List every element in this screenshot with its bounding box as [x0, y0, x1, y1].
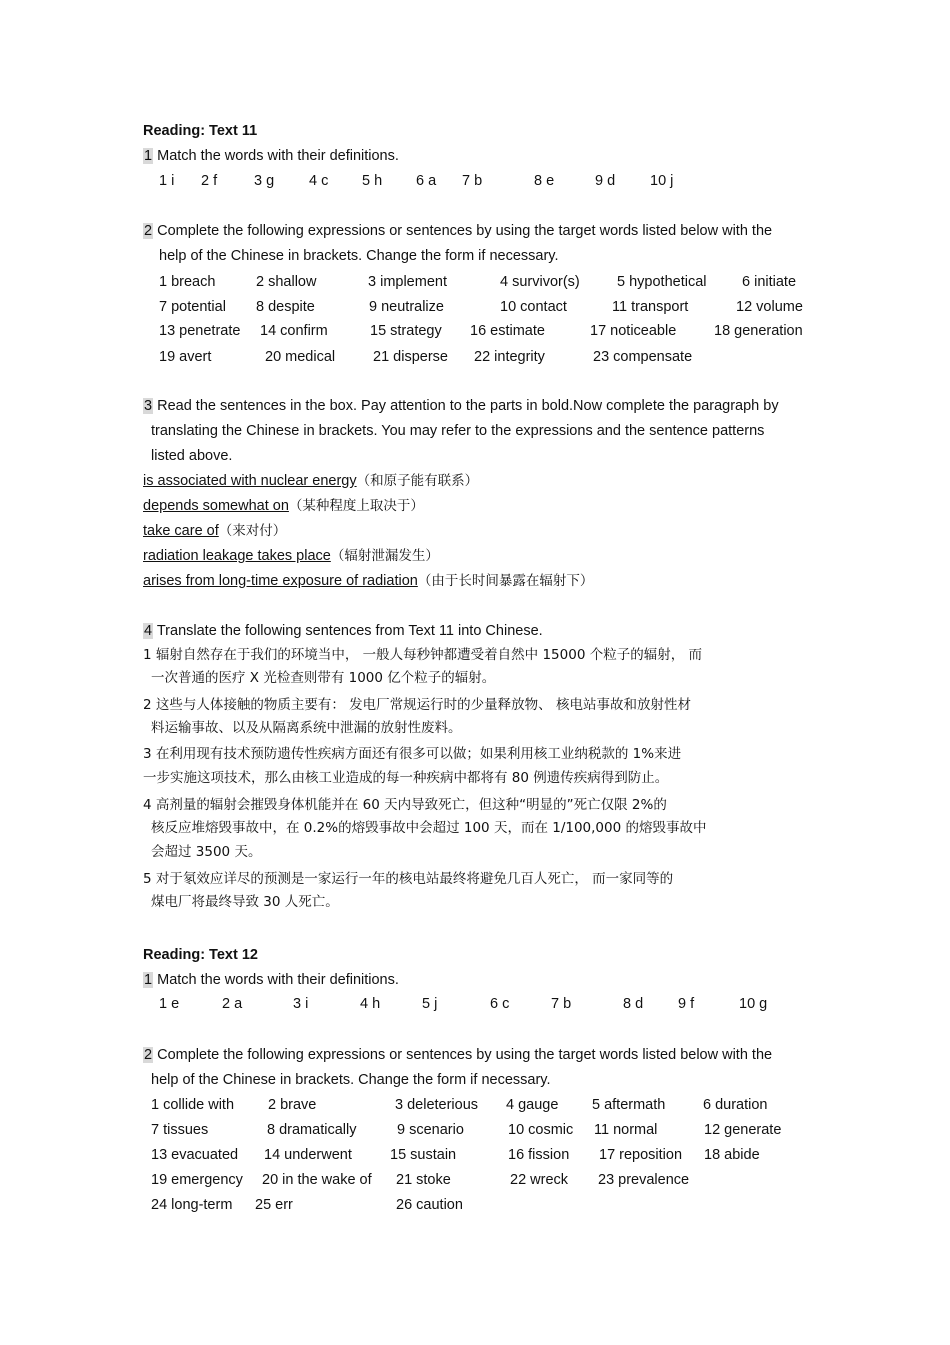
word: 24 long-term	[151, 1197, 233, 1213]
answer: 9 d	[595, 173, 616, 189]
word: 11 normal	[594, 1122, 658, 1138]
word: 1 collide with	[151, 1097, 235, 1113]
word: 18 generation	[714, 323, 803, 339]
word: 9 neutralize	[369, 299, 444, 315]
translation-sentence-2-cont: 料运输事故、以及从隔离系统中泄漏的放射性废料。	[151, 720, 462, 736]
word: 8 dramatically	[267, 1122, 357, 1138]
answer: 6 a	[416, 173, 437, 189]
word: 25 err	[255, 1197, 293, 1213]
word: 17 reposition	[599, 1147, 683, 1163]
t12-ex2-instruction: 2 Complete the following expressions or sentences by using the target words listed below with the	[144, 1047, 773, 1063]
translation-sentence-4-cont: 会超过 3500 天。	[151, 844, 262, 860]
word: 22 wreck	[510, 1172, 569, 1188]
word: 16 fission	[508, 1147, 570, 1163]
word: 10 contact	[500, 299, 567, 315]
t11-ex3-number: 3	[144, 398, 153, 414]
word: 5 aftermath	[592, 1097, 666, 1113]
translation-sentence-4: 4 高剂量的辐射会摧毁身体机能并在 60 天内导致死亡，但这种“明显的”死亡仅限 2%的	[143, 797, 667, 813]
t11-ex1-number: 1	[144, 148, 153, 164]
answer: 6 c	[490, 996, 510, 1012]
word: 10 cosmic	[508, 1122, 574, 1138]
t12-ex1-number: 1	[144, 972, 153, 988]
t11-ex4-number: 4	[144, 623, 153, 639]
word: 12 volume	[736, 299, 803, 315]
word: 20 medical	[265, 349, 336, 365]
translation-sentence-1: 1 辐射自然存在于我们的环境当中， 一般人每秒钟都遭受着自然中 15000 个粒子的辐射， 而	[143, 647, 702, 663]
word: 14 underwent	[264, 1147, 352, 1163]
word: 22 integrity	[474, 349, 545, 365]
answer: 9 f	[678, 996, 695, 1012]
word: 11 transport	[612, 299, 689, 315]
word: 21 disperse	[373, 349, 448, 365]
answer: 4 c	[309, 173, 329, 189]
word: 7 potential	[159, 299, 226, 315]
t11-ex2-instruction: 2 Complete the following expressions or sentences by using the target words listed below with the	[144, 223, 773, 239]
word: 16 estimate	[470, 323, 545, 339]
translation-sentence-3-cont: 一步实施这项技术，那么由核工业造成的每一种疾病中都将有 80 例遗传疾病得到防止。	[143, 770, 669, 786]
answer: 7 b	[462, 173, 483, 189]
t11-ex4-instruction: 4 Translate the following sentences from Text 11 into Chinese.	[144, 623, 543, 639]
word: 2 shallow	[256, 274, 317, 290]
word: 15 strategy	[370, 323, 442, 339]
word: 8 despite	[256, 299, 315, 315]
word: 4 gauge	[506, 1097, 559, 1113]
answer: 5 h	[362, 173, 383, 189]
section-title-text11: Reading: Text 11	[143, 123, 258, 139]
word: 18 abide	[704, 1147, 760, 1163]
word: 20 in the wake of	[262, 1172, 372, 1188]
word: 19 emergency	[151, 1172, 243, 1188]
answer: 2 a	[222, 996, 243, 1012]
expression-item: take care of（来对付）	[143, 523, 287, 539]
answer: 2 f	[201, 173, 218, 189]
t12-ex2-number: 2	[144, 1047, 153, 1063]
answer: 10 g	[739, 996, 768, 1012]
answer: 8 d	[623, 996, 644, 1012]
t11-ex3-instruction-cont: translating the Chinese in brackets. You may refer to the expressions and the sentence patterns	[151, 423, 765, 439]
word: 6 initiate	[742, 274, 797, 290]
t11-ex1-instruction: 1 Match the words with their definitions.	[144, 148, 399, 164]
word: 13 penetrate	[159, 323, 241, 339]
answer: 8 e	[534, 173, 555, 189]
word: 12 generate	[704, 1122, 782, 1138]
t11-ex2-number: 2	[144, 223, 153, 239]
translation-sentence-2: 2 这些与人体接触的物质主要有： 发电厂常规运行时的少量释放物、 核电站事故和放射性材	[143, 697, 691, 713]
answer: 7 b	[551, 996, 572, 1012]
answer: 5 j	[422, 996, 438, 1012]
word: 3 implement	[368, 274, 447, 290]
word: 26 caution	[396, 1197, 463, 1213]
expression-item: is associated with nuclear energy（和原子能有联系）	[143, 473, 479, 489]
answer: 1 e	[159, 996, 180, 1012]
word: 5 hypothetical	[617, 274, 707, 290]
translation-sentence-1-cont: 一次普通的医疗 X 光检查则带有 1000 亿个粒子的辐射。	[151, 670, 496, 686]
word: 13 evacuated	[151, 1147, 239, 1163]
word: 21 stoke	[396, 1172, 451, 1188]
word: 14 confirm	[260, 323, 328, 339]
word: 9 scenario	[397, 1122, 464, 1138]
answer: 10 j	[650, 173, 674, 189]
word: 19 avert	[159, 349, 212, 365]
translation-sentence-5: 5 对于氡效应详尽的预测是一家运行一年的核电站最终将避免几百人死亡， 而一家同等的	[143, 871, 674, 887]
expression-item: depends somewhat on（某种程度上取决于）	[143, 498, 424, 514]
word: 23 compensate	[593, 349, 693, 365]
translation-sentence-3: 3 在利用现有技术预防遗传性疾病方面还有很多可以做；如果利用核工业纳税款的 1%来进	[143, 746, 682, 762]
translation-sentence-4-cont: 核反应堆熔毁事故中，在 0.2%的熔毁事故中会超过 100 天，而在 1/100,000 的熔毁事故中	[151, 820, 707, 836]
t12-ex1-instruction: 1 Match the words with their definitions.	[144, 972, 399, 988]
word: 6 duration	[703, 1097, 768, 1113]
section-title-text12: Reading: Text 12	[143, 947, 258, 963]
t11-ex3-instruction-cont: listed above.	[151, 448, 233, 464]
word: 7 tissues	[151, 1122, 209, 1138]
t12-ex2-instruction-cont: help of the Chinese in brackets. Change the form if necessary.	[151, 1072, 551, 1088]
word: 17 noticeable	[590, 323, 677, 339]
t11-ex2-instruction-cont: help of the Chinese in brackets. Change the form if necessary.	[159, 248, 559, 264]
word: 4 survivor(s)	[500, 274, 580, 290]
word: 15 sustain	[390, 1147, 457, 1163]
expression-item: radiation leakage takes place（辐射泄漏发生）	[143, 548, 439, 564]
translation-sentence-5-cont: 煤电厂将最终导致 30 人死亡。	[151, 894, 339, 910]
word: 2 brave	[268, 1097, 317, 1113]
answer: 4 h	[360, 996, 381, 1012]
word: 1 breach	[159, 274, 216, 290]
word: 23 prevalence	[598, 1172, 690, 1188]
answer: 3 g	[254, 173, 275, 189]
word: 3 deleterious	[395, 1097, 479, 1113]
t11-ex3-instruction: 3 Read the sentences in the box. Pay attention to the parts in bold.Now complete the paragraph by	[144, 398, 779, 414]
answer: 3 i	[293, 996, 309, 1012]
answer: 1 i	[159, 173, 175, 189]
expression-item: arises from long-time exposure of radiation（由于长时间暴露在辐射下）	[143, 573, 594, 589]
